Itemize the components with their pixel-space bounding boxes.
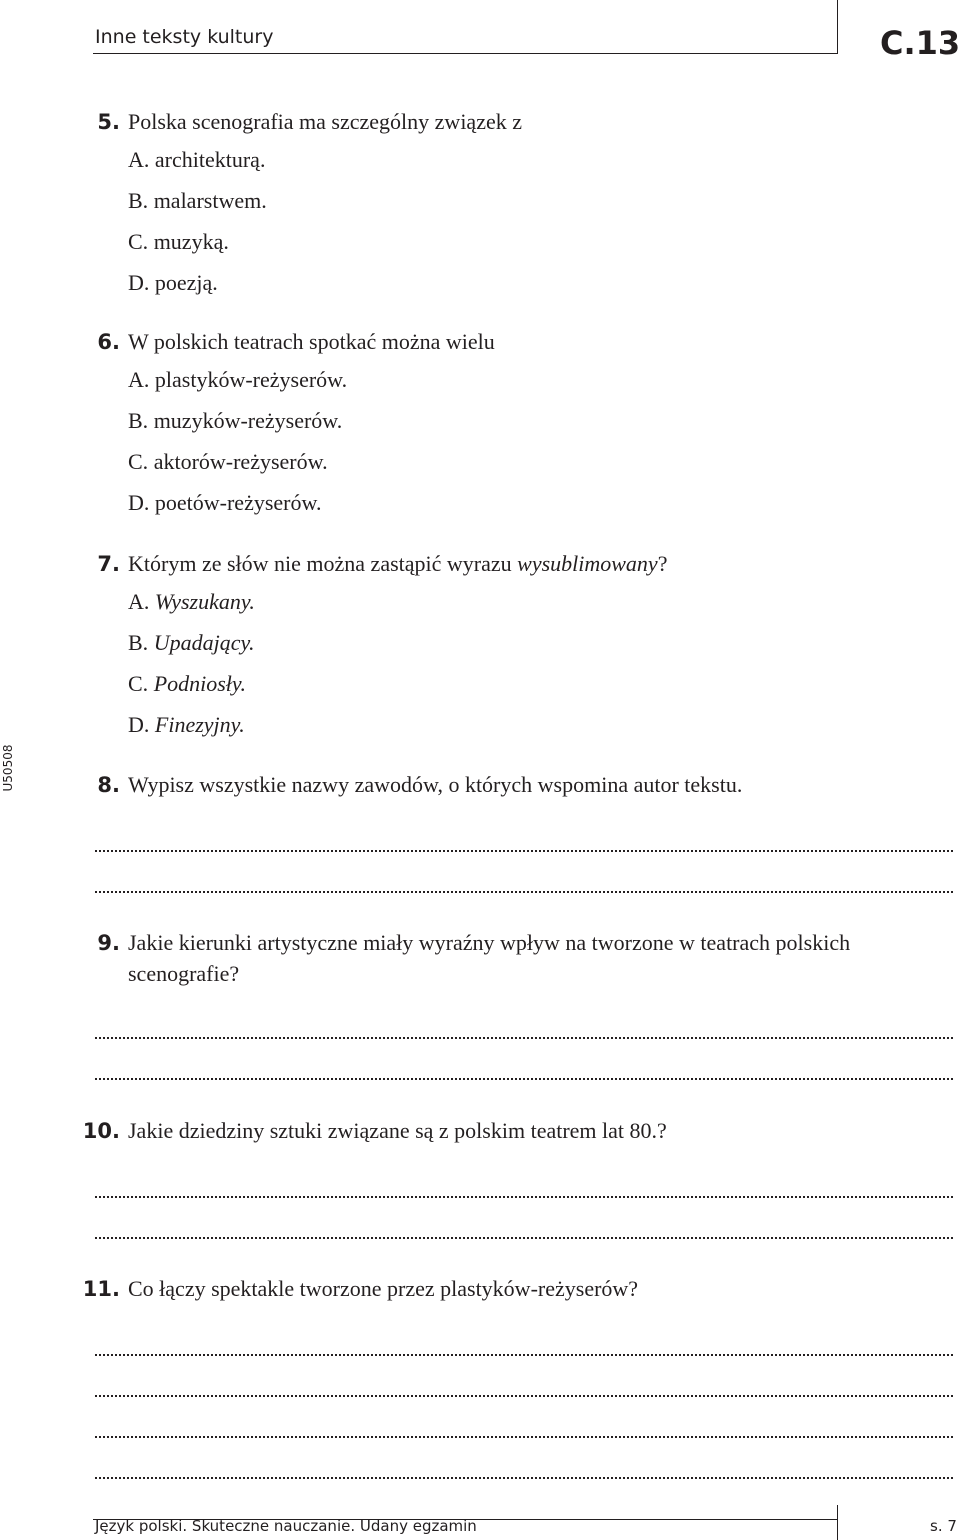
question-text: Jakie kierunki artystyczne miały wyraźny wpływ na tworzone w teatrach polskich scenografie? bbox=[128, 930, 851, 986]
question-number: 9. bbox=[97, 931, 120, 955]
answer-option[interactable]: D. poetów-reżyserów. bbox=[128, 490, 322, 515]
answer-line[interactable] bbox=[95, 1196, 953, 1198]
question-number: 11. bbox=[82, 1277, 120, 1301]
question-number: 6. bbox=[97, 330, 120, 354]
answer-line[interactable] bbox=[95, 891, 953, 893]
answer-option[interactable]: B. muzyków-reżyserów. bbox=[128, 408, 343, 433]
quoted-word: wysublimowany bbox=[517, 551, 658, 576]
footer-vertical-divider bbox=[837, 1505, 838, 1540]
answer-option[interactable]: C. Podniosły. bbox=[128, 671, 246, 696]
answer-option[interactable]: C. muzyką. bbox=[128, 229, 229, 254]
question-number: 8. bbox=[97, 773, 120, 797]
question-text: Co łączy spektakle tworzone przez plastyków-reżyserów? bbox=[128, 1276, 639, 1301]
answer-option[interactable]: D. Finezyjny. bbox=[128, 712, 245, 737]
answer-line[interactable] bbox=[95, 1436, 953, 1438]
answer-option[interactable]: A. Wyszukany. bbox=[128, 589, 255, 614]
answer-option[interactable]: D. poezją. bbox=[128, 270, 218, 295]
answer-line[interactable] bbox=[95, 1477, 953, 1479]
answer-option[interactable]: A. architekturą. bbox=[128, 147, 266, 172]
question-text: Wypisz wszystkie nazwy zawodów, o których wspomina autor tekstu. bbox=[128, 772, 743, 797]
header-divider bbox=[93, 53, 838, 54]
question-text: Jakie dziedziny sztuki związane są z polskim teatrem lat 80.? bbox=[128, 1118, 667, 1143]
question-number: 10. bbox=[82, 1119, 120, 1143]
answer-line[interactable] bbox=[95, 850, 953, 852]
section-code: C.13 bbox=[880, 24, 960, 62]
answer-line[interactable] bbox=[95, 1237, 953, 1239]
header-vertical-divider bbox=[837, 0, 838, 54]
question-text: W polskich teatrach spotkać można wielu bbox=[128, 329, 495, 354]
answer-line[interactable] bbox=[95, 1078, 953, 1080]
section-title: Inne teksty kultury bbox=[95, 26, 274, 48]
question-text: Którym ze słów nie można zastąpić wyrazu wysublimowany? bbox=[128, 551, 668, 576]
question-number: 5. bbox=[97, 110, 120, 134]
answer-option[interactable]: C. aktorów-reżyserów. bbox=[128, 449, 328, 474]
question-text: Polska scenografia ma szczególny związek z bbox=[128, 109, 522, 134]
footer-book-title: Język polski. Skuteczne nauczanie. Udany egzamin bbox=[95, 1517, 477, 1535]
side-code: U50508 bbox=[1, 744, 15, 792]
question-number: 7. bbox=[97, 552, 120, 576]
answer-line[interactable] bbox=[95, 1037, 953, 1039]
answer-option[interactable]: B. malarstwem. bbox=[128, 188, 267, 213]
answer-line[interactable] bbox=[95, 1395, 953, 1397]
answer-line[interactable] bbox=[95, 1354, 953, 1356]
answer-option[interactable]: A. plastyków-reżyserów. bbox=[128, 367, 348, 392]
answer-option[interactable]: B. Upadający. bbox=[128, 630, 255, 655]
page-number: s. 7 bbox=[930, 1517, 957, 1535]
